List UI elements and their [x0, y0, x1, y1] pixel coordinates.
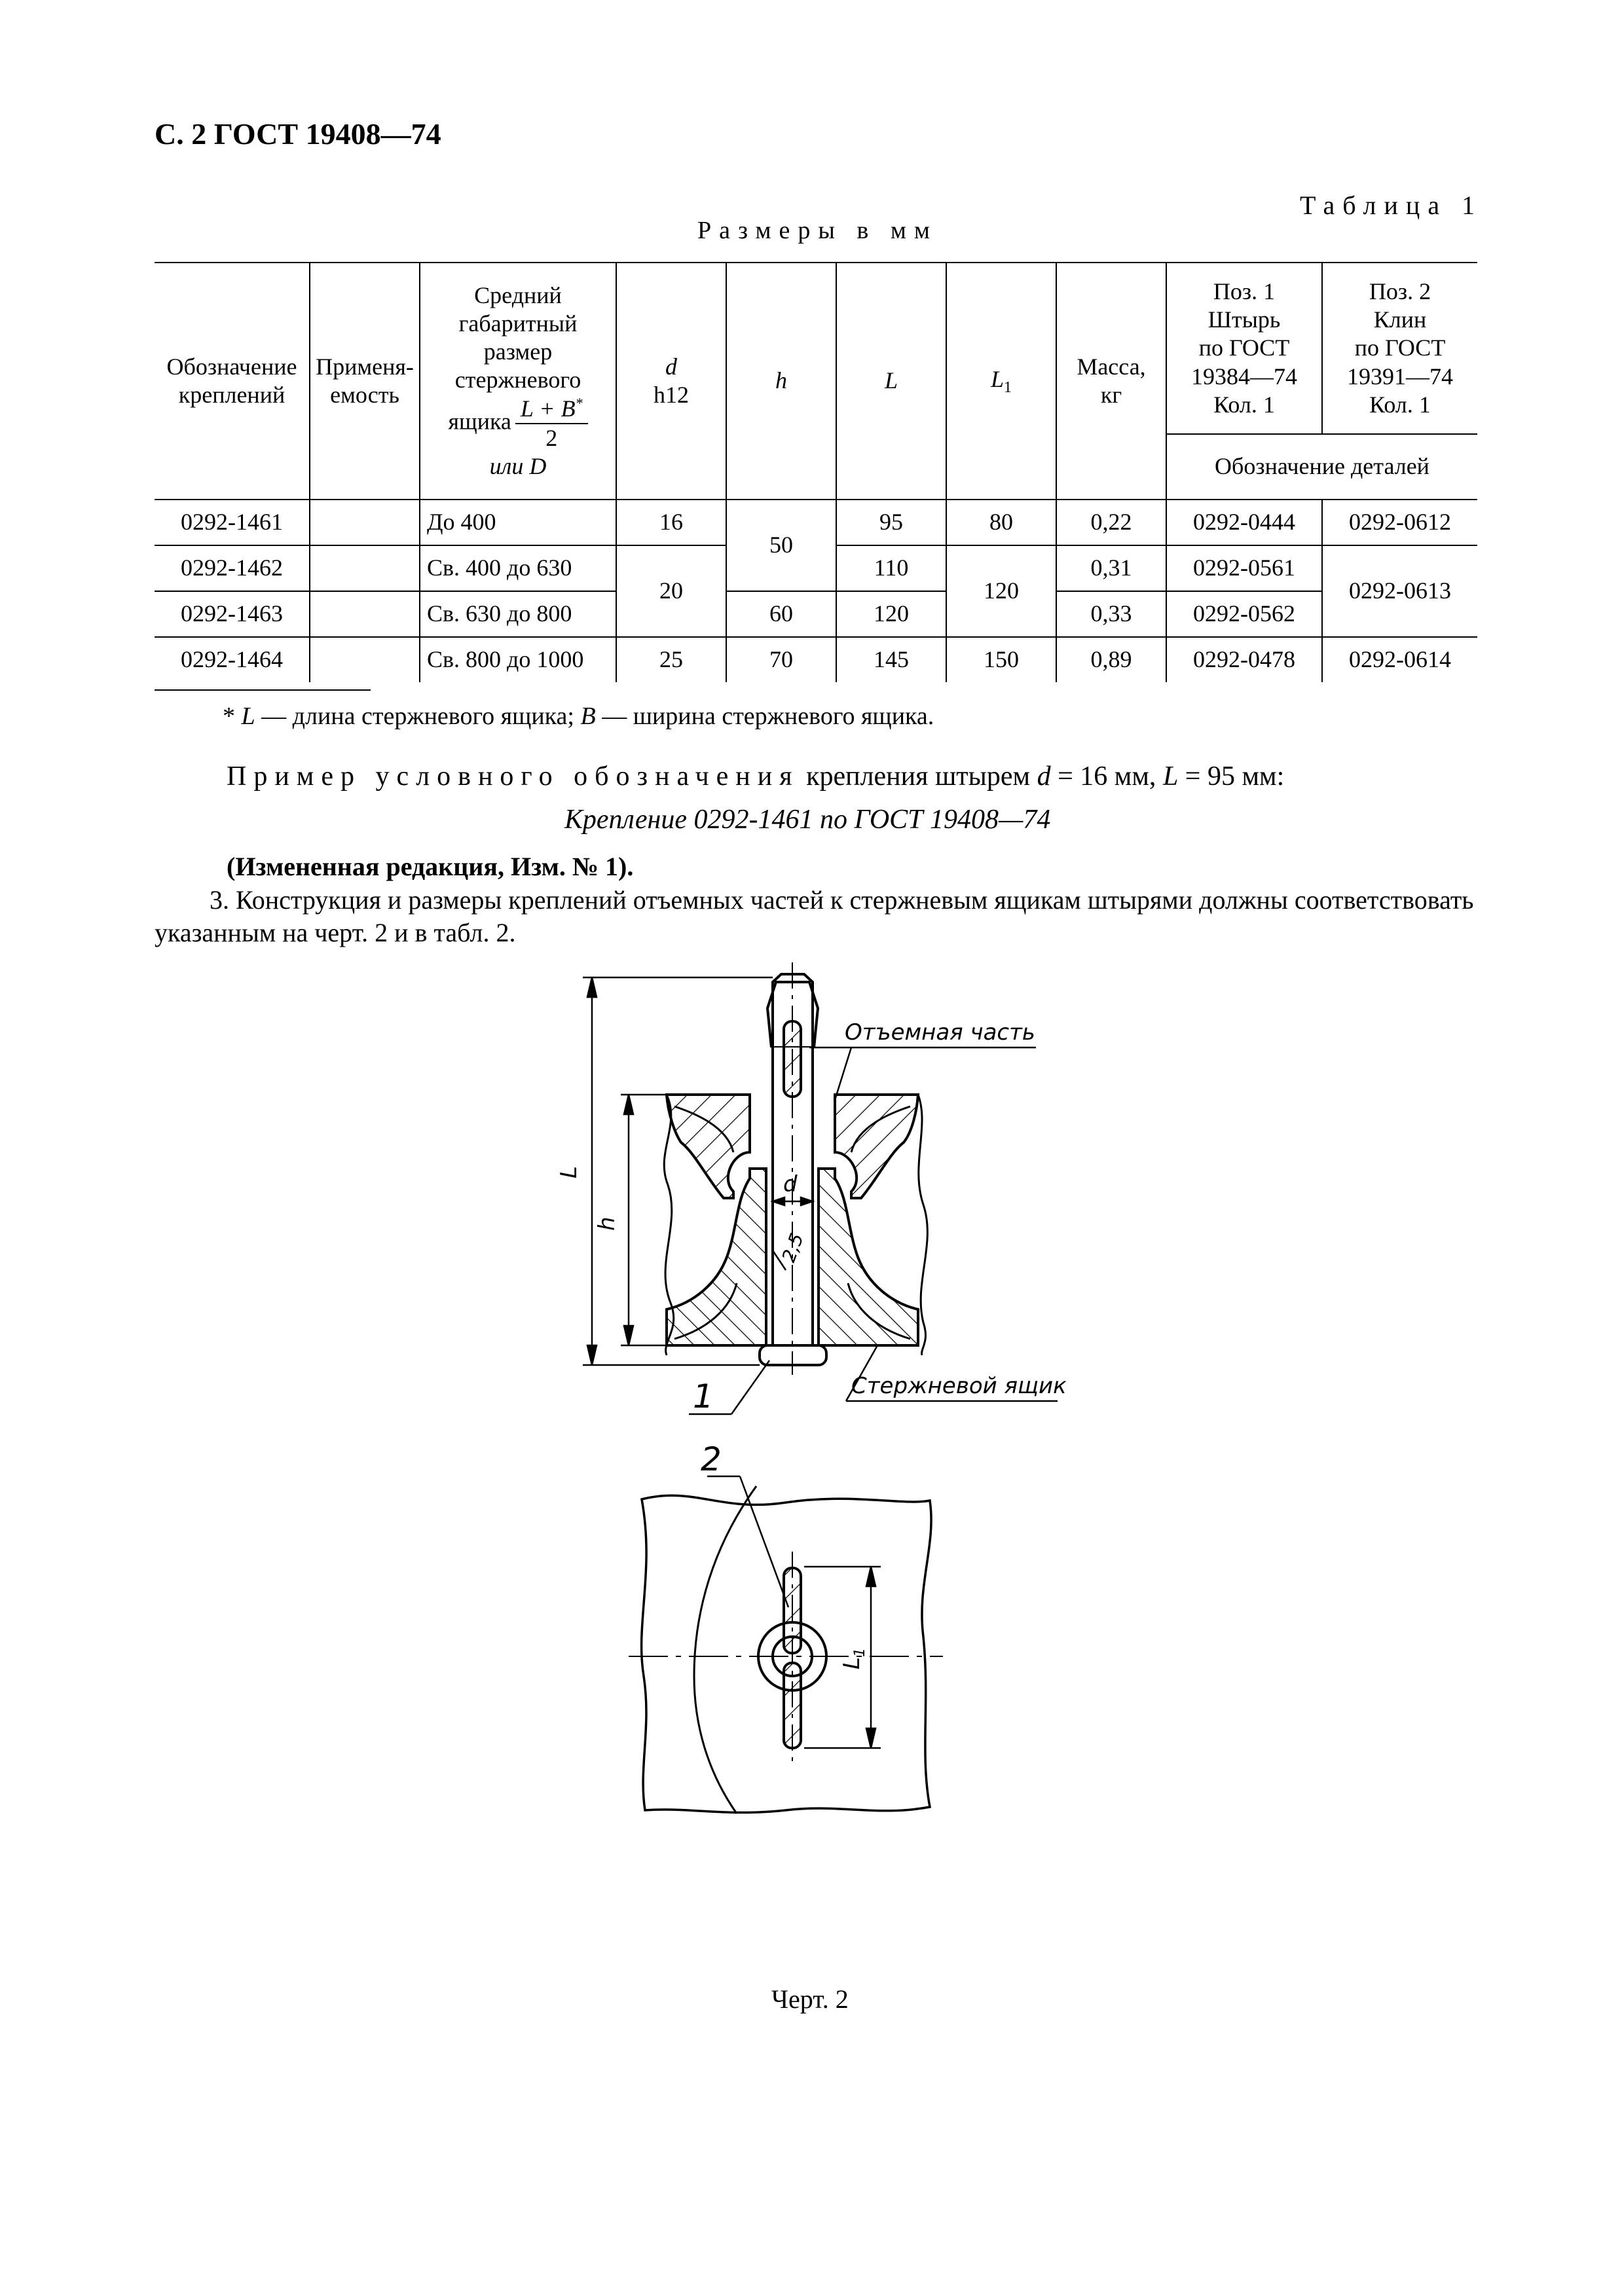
header-parts-designation: Обозначение деталей: [1166, 434, 1477, 500]
label-removable-part: Отъемная часть: [845, 1019, 1035, 1046]
position-2-label: 2: [701, 1440, 722, 1478]
example-line: Пример условного обозначения крепления штырем d = 16 мм, L = 95 мм:: [227, 761, 1285, 792]
header-pos2: Поз. 2 Клин по ГОСТ 19391—74 Кол. 1: [1322, 263, 1477, 434]
position-1-label: 1: [693, 1377, 714, 1415]
dim-h-label: h: [594, 1216, 620, 1231]
header-applicability: Применя- емость: [310, 263, 420, 500]
example-designation: Крепление 0292-1461 по ГОСТ 19408—74: [564, 805, 1051, 835]
header-mass: Масса, кг: [1056, 263, 1166, 500]
header-d: d h12: [616, 263, 726, 500]
header-pos1: Поз. 1 Штырь по ГОСТ 19384—74 Кол. 1: [1166, 263, 1322, 434]
header-mean-size: Средний габаритный размер стержневого ящика $\frac{L + B^*}{2}$ или D: [420, 263, 616, 500]
dim-gap-label: 2,5: [777, 1230, 808, 1266]
header-designation: Обозначение креплений: [155, 263, 310, 500]
table-row: 0292-1462 Св. 400 до 630 20 110 120 0,31 0292-0561 0292-0613: [155, 545, 1477, 591]
dim-L-label: L: [556, 1166, 582, 1178]
dim-d-label: d: [783, 1171, 798, 1197]
table-row: 0292-1463 Св. 630 до 800 60 120 0,33 0292-0562: [155, 591, 1477, 637]
header-L1: $L_1$: [946, 263, 1056, 500]
table-number: Таблица 1: [1300, 191, 1483, 220]
header-h: h: [726, 263, 836, 500]
dim-L1-label: $L_1$: [839, 1648, 868, 1669]
units-caption: Размеры в мм: [697, 217, 938, 244]
label-core-box: Стержневой ящик: [851, 1373, 1067, 1399]
paragraph-3: 3. Конструкция и размеры креплений отъемных частей к стержневым ящикам штырями должны соответствовать указанным на черт. 2 и в табл. 2.: [155, 885, 1474, 947]
footnote: * L — длина стержневого ящика; B — ширина стержневого ящика.: [223, 702, 934, 730]
revision-note: (Измененная редакция, Изм. № 1).: [227, 852, 634, 881]
table-row: 0292-1461 До 400 16 50 95 80 0,22 0292-0444 0292-0612: [155, 500, 1477, 545]
page-header: С. 2 ГОСТ 19408—74: [155, 117, 441, 151]
table-row: 0292-1464 Св. 800 до 1000 25 70 145 150 0,89 0292-0478 0292-0614: [155, 637, 1477, 682]
header-L: L: [836, 263, 946, 500]
figure-caption: Черт. 2: [771, 1984, 849, 2014]
plan-view: [629, 1486, 943, 1813]
